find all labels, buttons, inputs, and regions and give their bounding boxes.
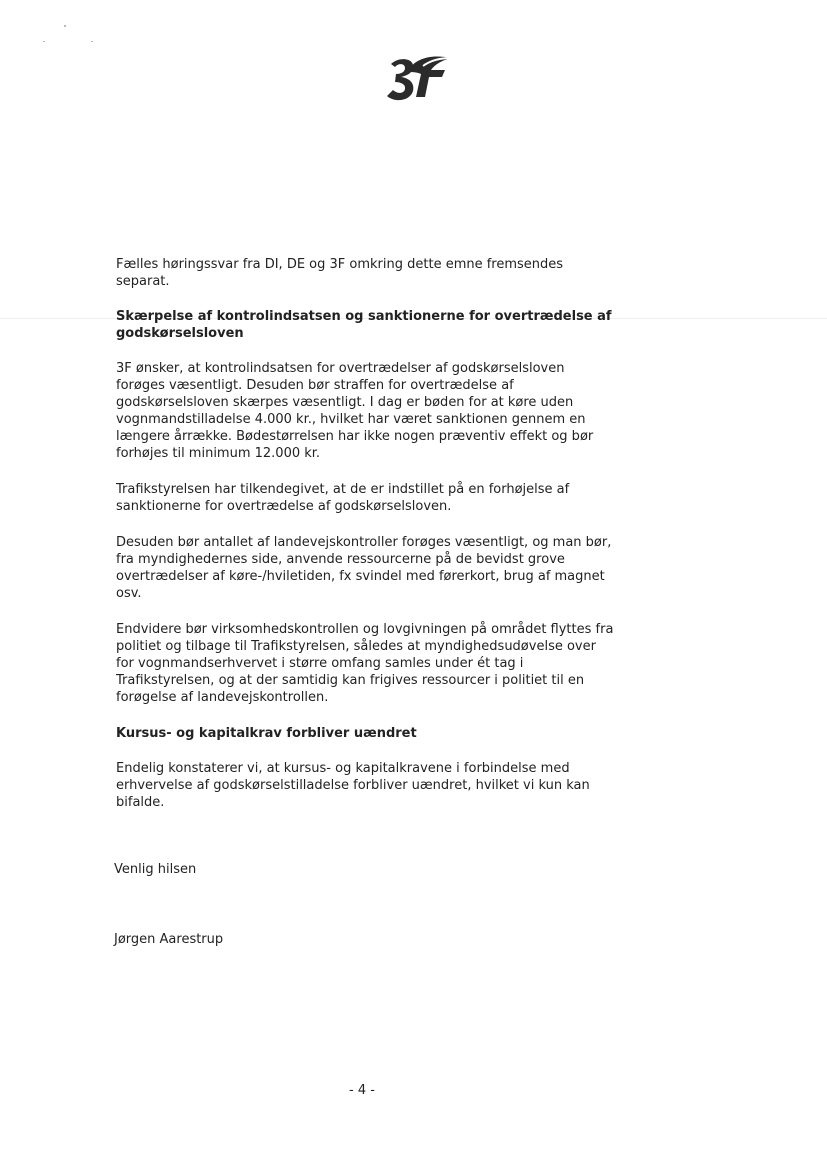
letter-body xyxy=(116,256,616,830)
scan-speck xyxy=(64,25,66,27)
body-paragraph: Trafikstyrelsen har tilkendegivet, at de er indstillet på en forhøjelse af sanktionerne for overtrædelse af godskørselsloven. xyxy=(116,482,570,514)
scan-speck xyxy=(91,41,93,42)
page-number: - 4 - xyxy=(349,1083,375,1098)
intro-paragraph: Fælles høringssvar fra DI, DE og 3F omkring dette emne fremsendes separat. xyxy=(116,257,564,289)
body-paragraph: 3F ønsker, at kontrolindsatsen for overtrædelser af godskørselsloven forøges væsentligt. Desuden bør straffen for overtrædelse af godskørselsloven skærpes væsentligt. I dag er bøden for at køre uden vognmandstilladelse 4.000 kr., hvilket har været sanktionen gennem en længere årrække. Bødestørrelsen har ikke nogen præventiv effekt og bør forhøjes til minimum 12.000 kr. xyxy=(116,361,594,461)
body-paragraph: Desuden bør antallet af landevejskontroller forøges væsentligt, og man bør, fra myndighedernes side, anvende ressourcerne på de bevidst grove overtrædelser af køre-/hviletiden, fx svindel med førerkort, brug af magnet osv. xyxy=(116,535,612,601)
section-heading-sanctions: Skærpelse af kontrolindsatsen og sanktionerne for overtrædelse af godskørselsloven xyxy=(116,309,612,341)
signature-name: Jørgen Aarestrup xyxy=(114,932,224,947)
body-paragraph: Endelig konstaterer vi, at kursus- og kapitalkravene i forbindelse med erhvervelse af godskørselstilladelse forbliver uændret, hvilket vi kun kan bifalde. xyxy=(116,761,590,810)
section-heading-course-requirements: Kursus- og kapitalkrav forbliver uændret xyxy=(116,726,417,741)
scan-speck xyxy=(43,41,45,42)
3f-logo-icon xyxy=(385,52,455,106)
closing-greeting: Venlig hilsen xyxy=(114,862,197,877)
3f-logo xyxy=(385,52,455,106)
body-paragraph: Endvidere bør virksomhedskontrollen og lovgivningen på området flyttes fra politiet og tilbage til Trafikstyrelsen, således at myndighedsudøvelse over for vognmandserhvervet i større omfang samles under ét tag i Trafikstyrelsen, og at der samtidig kan frigives ressourcer i politiet til en forøgelse af landevejskontrollen. xyxy=(116,622,614,705)
